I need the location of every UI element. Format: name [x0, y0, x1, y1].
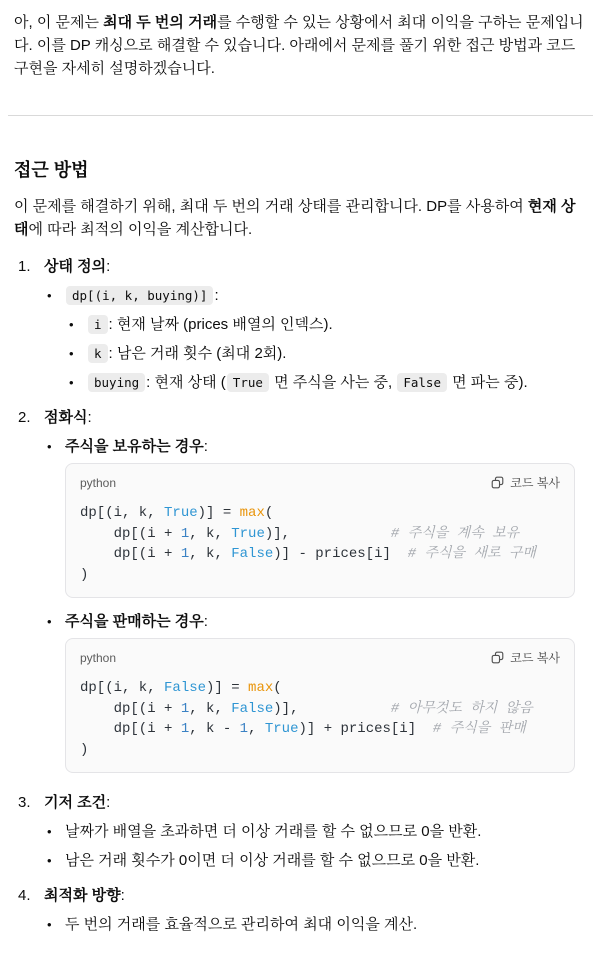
step-optimization: [14, 884, 587, 936]
list-item: [44, 850, 587, 872]
copy-code-button[interactable]: [491, 474, 560, 491]
optimize-bullet-list: [44, 914, 587, 936]
step-number: 2.: [18, 409, 31, 426]
param-i-description: i : 현재 날짜 (prices 배열의 인덱스).: [87, 314, 333, 336]
sell-case-label: 주식을 판매하는 경우:: [65, 613, 208, 630]
step-title: 최적화 방향:: [44, 887, 125, 904]
base-condition-date: 날짜가 배열을 초과하면 더 이상 거래를 할 수 없으므로 0을 반환.: [65, 823, 482, 840]
step-recurrence: [14, 406, 587, 779]
inline-code: False: [397, 373, 447, 392]
inline-code: True: [227, 373, 269, 392]
step-title: 기저 조건:: [44, 794, 111, 811]
inline-code: k: [88, 344, 108, 363]
code-block-hold-case: [65, 463, 575, 598]
hold-case-label: 주식을 보유하는 경우:: [65, 438, 208, 455]
copy-code-button[interactable]: [491, 649, 560, 666]
base-condition-trades: 남은 거래 횟수가 0이면 더 이상 거래를 할 수 없으므로 0을 반환.: [65, 852, 480, 869]
list-item: [65, 314, 587, 336]
bullet-icon: •: [69, 317, 74, 332]
step-state-definition: [14, 255, 587, 394]
dp-params-list: [65, 314, 587, 394]
inline-code: buying: [88, 373, 145, 392]
list-item: [65, 343, 587, 365]
code-content: dp[(i, k, False)] = max( dp[(i + 1, k, False)], # 아무것도 하지 않음 dp[(i + 1, k - 1, True)] + prices[i] # 주식을 판매 ): [80, 680, 533, 758]
approach-steps-list: [14, 255, 587, 936]
list-item: [44, 821, 587, 843]
dp-state-line: dp[(i, k, buying)] :: [65, 285, 587, 307]
approach-heading: 접근 방법: [14, 160, 89, 180]
approach-intro-paragraph: 이 문제를 해결하기 위해, 최대 두 번의 거래 상태를 관리합니다. DP를 사용하여 현재 상태에 따라 최적의 이익을 계산합니다.: [14, 198, 576, 238]
intro-paragraph: 아, 이 문제는 최대 두 번의 거래를 수행할 수 있는 상황에서 최대 이익을 구하는 문제입니다. 이를 DP 캐싱으로 해결할 수 있습니다. 아래에서 문제를 풀기 위한 접근 방법과 코드 구현을 자세히 설명하겠습니다.: [14, 14, 584, 77]
list-item: [44, 436, 587, 604]
code-language-label: python: [80, 650, 117, 665]
code-block-header: [66, 464, 574, 491]
code-content: dp[(i, k, True)] = max( dp[(i + 1, k, True)], # 주식을 계속 보유 dp[(i + 1, k, False)] - prices[i] # 주식을 새로 구매 ): [80, 505, 536, 583]
param-k-description: k : 남은 거래 횟수 (최대 2회).: [87, 343, 286, 365]
copy-code-label: 코드 복사: [510, 476, 560, 490]
copy-icon: [491, 476, 504, 489]
bullet-icon: •: [47, 439, 52, 454]
optimization-description: 두 번의 거래를 효율적으로 관리하여 최대 이익을 계산.: [65, 916, 418, 933]
state-bullet-list: [44, 285, 587, 394]
list-item: [44, 611, 587, 779]
code-language-label: python: [80, 475, 117, 490]
step-number: 3.: [18, 794, 31, 811]
step-base-condition: [14, 791, 587, 872]
bullet-icon: •: [47, 614, 52, 629]
code-block-sell-case: [65, 638, 575, 773]
step-number: 4.: [18, 887, 31, 904]
inline-code: i: [88, 315, 108, 334]
inline-code: dp[(i, k, buying)]: [66, 286, 213, 305]
step-number: 1.: [18, 258, 31, 275]
base-bullet-list: [44, 821, 587, 872]
bullet-icon: •: [69, 375, 74, 390]
list-item: [44, 285, 587, 394]
top-divider: [8, 115, 593, 116]
list-item: [65, 372, 587, 394]
code-block-header: [66, 639, 574, 666]
list-item: [44, 914, 587, 936]
param-buying-description: buying : 현재 상태 ( True 면 주식을 사는 중, False 면 파는 중).: [87, 372, 528, 394]
bullet-icon: •: [47, 824, 52, 839]
recurrence-bullet-list: [44, 436, 587, 779]
step-title: 상태 정의:: [44, 258, 111, 275]
copy-icon: [491, 651, 504, 664]
step-title: 점화식:: [44, 409, 92, 426]
bullet-icon: •: [47, 853, 52, 868]
bullet-icon: •: [47, 288, 52, 303]
bullet-icon: •: [69, 346, 74, 361]
copy-code-label: 코드 복사: [510, 651, 560, 665]
bullet-icon: •: [47, 917, 52, 932]
